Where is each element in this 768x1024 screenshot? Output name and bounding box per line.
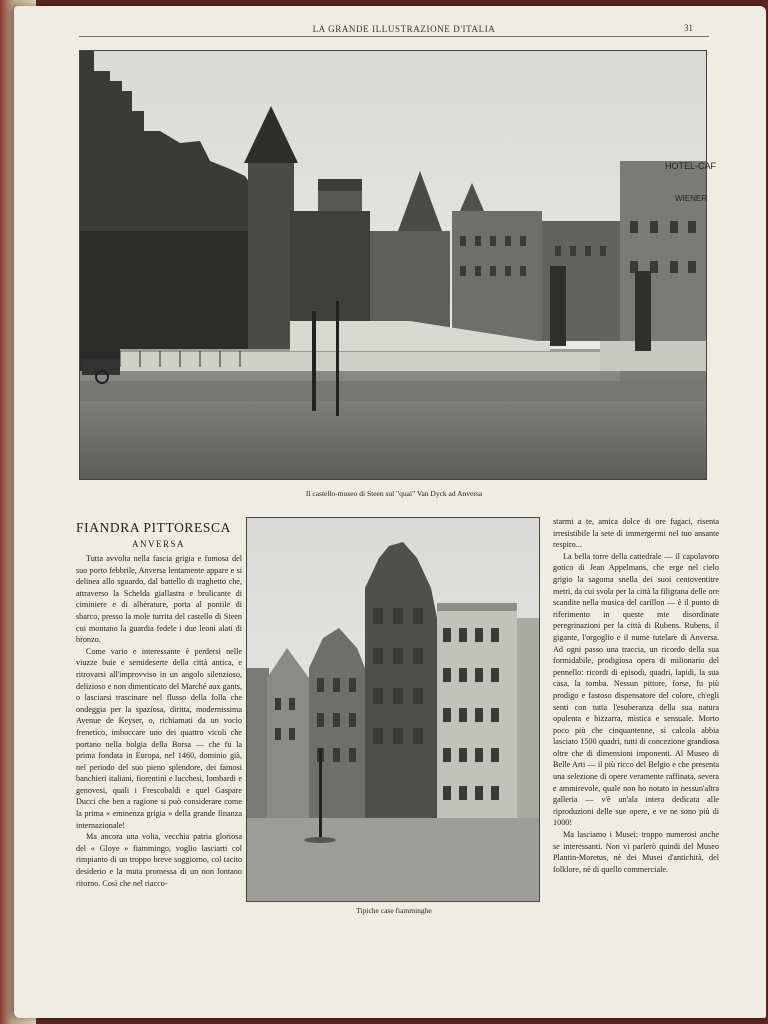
caption-castle-photo: Il castello-museo di Steen sul "quai" Van Dyck ad Anversa: [305, 489, 483, 498]
wiener-sign: WIENER: [675, 194, 707, 203]
paragraph: Ma ancora una volta, vecchia patria gloriosa del « Gloye » fiammingo, voglio lasciarti col rimpianto di un troppo breve soggiorno, col tacito desiderio e la muta promessa di un non lontano ritorno. Così che nel riacco-: [76, 832, 242, 888]
right-text-column: [553, 516, 719, 875]
houses-photo-drawing: [247, 518, 539, 901]
hotel-sign: HOTEL-CAF: [665, 161, 717, 171]
page-number: 31: [684, 23, 693, 33]
header-rule: [79, 36, 709, 37]
article-subtitle: ANVERSA: [131, 539, 185, 549]
article-title: FIANDRA PITTORESCA: [76, 520, 231, 535]
caption-houses-photo: Tipiche case fiamminghe: [356, 906, 432, 915]
castle-photo-drawing: [80, 51, 717, 479]
paragraph: La bella torre della cattedrale — il capolavoro gotico di Jean Appelmans, che erge nel cielo grigio la sagoma snella dei suoi centoventitre metri, da cui svola per la città la filigrana delle ore scandite nella musica del carillon — è il punto di riferimento in queste mie disordinate peregrinazioni per la città di Rubens. Rubens, il gigante, l'orgoglio e il nume tutelare di Anversa. Ad ogni passo una traccia, un ricordo della sua formidabile, prodigiosa opera di milionario del pennello: ricordi di episodi, quadri, lapidi, la sua casa, la tomba. Nessun pittore, forse, fu più prodigo e fastoso dispensatore del colore, ch'egli senti con tutta l'esuberanza della sua natura opulenta e bizzarra, mistica e sensuale. Morto poco più che cinquantenne, si calcola abbia lasciato 1500 quadri, tutti di concezione grandiosa oltre che di dimensioni imponenti. Al Museo di Belle Arti — il più ricco del Belgio e che presenta una selezione di opere veramente raffinata, severa e ammirevole, quale non ho notato in nessun'altra galleria — v'è un'ala intera dedicata alle riproduzioni delle sue opere, e ve ne sono più di 1000!: [553, 551, 719, 828]
paragraph: Ma lasciamo i Musei: troppo numerosi anche se interessanti. Non vi parlerò quindi del Museo Plantin-Moretus, nè dei Musei d'antichità, del folklore, nè di quello commerciale.: [553, 830, 719, 874]
paragraph: Tutta avvolta nella fascia grigia e fumosa del suo porto febbrile, Anversa lentamente appare e si delinea allo sguardo, dal battello di traghetto che, attraverso la Schelda giallastra e brulicante di ciminiere e di alberature, porta al pontile di sbarco, presso la mole turrita del castello di Steen cui montano la guardia fedele i due leoni alati di bronzo.: [76, 554, 242, 645]
paragraph: starmi a te, amica dolce di ore fugaci, risenta irresistibile la sete di immergermi nel tuo ansante respiro...: [553, 517, 719, 550]
running-title: LA GRANDE ILLUSTRAZIONE D'ITALIA: [312, 24, 496, 34]
left-text-column: [76, 553, 242, 889]
paragraph: Come vario e interessante è perdersi nelle viuzze buie e semideserte della città antica, e ritrovarsi all'improvviso in un angolo silenzioso, delizioso e non dimenticato del Marché aux gants, o lasciarsi trascinare nel flusso della folla che ondeggia per la spaziosa, diritta, modernissima Avenue de Keyser, o, richiamati da un vocìo frenetico, imboccare uno dei quattro vicoli che portano nella bolgia della Borsa — che fu la prima fondata in Europa, nel 1460, dominio già, nel periodo del suo pieno splendore, dei famosi banchieri italiani, fiorentini e lucchesi, lombardi e genovesi, quali i Frescobaldi e quel Gaspare Ducci che ben a ragione si può considerare come la prima « eminenza grigia » della grande finanza internazionale!: [76, 646, 242, 830]
photo-steen-castle: [79, 50, 717, 480]
magazine-page: [14, 6, 766, 1018]
photo-flemish-houses: [246, 517, 540, 902]
